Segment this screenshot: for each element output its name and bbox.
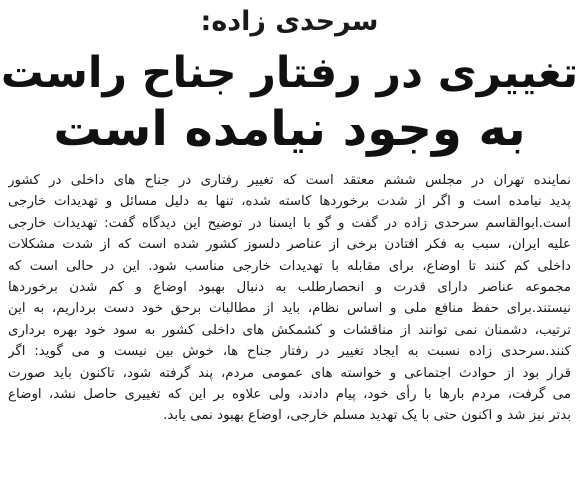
body-line: مجموعه عناصر دارای قدرت و انحصارطلب به دنبال بهبود اوضاع و کم شدن برخوردها	[8, 279, 571, 295]
body-line: بدتر نیز شد و اکنون حتی با یک تهدید مسلم خارجی، اوضاع بهبود نمی یابد.	[163, 408, 571, 424]
body-line: پدید نیامده است و اگر از شدت برخوردها کاسته شده، تنها به دلیل مسائل و تهدیدات خارجی	[8, 194, 571, 210]
headline-line-1: تغییری در رفتار جناح راست	[0, 48, 579, 98]
article-body	[8, 170, 571, 427]
body-line: داخلی کم کنند تا اوضاع، برای مقابله با تهدیدات خارجی مناسب شود. این در حالی است که	[8, 258, 571, 274]
body-line: ترتیب، دشمنان نمی توانند از مناقشات و کشمکش های داخلی کشور به سود خود بهره برداری	[8, 322, 571, 338]
body-line: قرار بود از حوادث اجتماعی و خواسته های عمومی مردم، پند گرفته شود، تاکنون باید صورت	[8, 365, 571, 381]
body-line: است.ابوالقاسم سرحدی زاده در گفت و گو با ایسنا در توضیح این دیدگاه گفت: تهدیدات خارجی	[8, 215, 571, 231]
body-line: نیستند.برای حفظ منافع ملی و اساس نظام، باید از مطالبات برحق خود دست برداریم، به این	[8, 301, 571, 317]
body-line: نماینده تهران در مجلس ششم معتقد است که تغییر رفتاری در جناح های داخلی در کشور	[8, 173, 571, 188]
body-line: کنند.سرحدی زاده نسبت به ایجاد تغییر در رفتار جناح ها، خوش بین نیست و می گوید: اگر	[8, 344, 571, 360]
body-line: می گرفت، مردم بارها با رأی خود، پیام دادند، ولی علاوه بر این که تغییری حاصل نشد، اوضاع	[8, 386, 571, 402]
article-kicker: سرحدی زاده:	[200, 6, 379, 37]
body-line: علیه ایران، سبب به فکر افتادن برخی از عناصر دلسوز کشور شده است که از شدت مشکلات	[8, 237, 571, 253]
headline-line-2: به وجود نیامده است	[53, 101, 526, 157]
